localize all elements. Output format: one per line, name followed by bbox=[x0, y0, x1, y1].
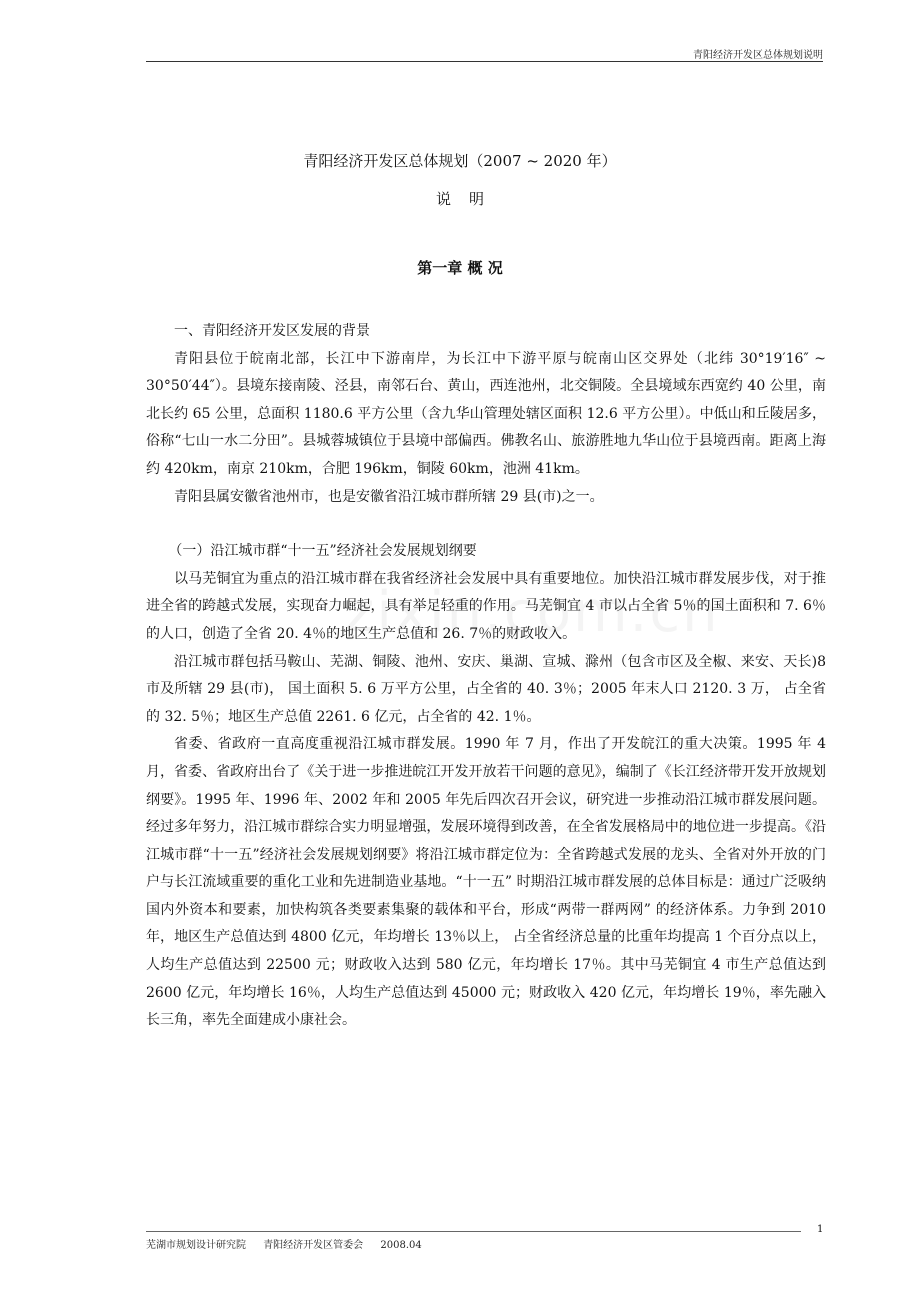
document-title: 青阳经济开发区总体规划（2007 ~ 2020 年） bbox=[303, 152, 617, 170]
spacer bbox=[146, 511, 826, 538]
footer-org-institute: 芜湖市规划设计研究院 bbox=[146, 1240, 246, 1251]
document-body bbox=[146, 318, 826, 1035]
paragraph-city-cluster-importance: 以马芜铜宜为重点的沿江城市群在我省经济社会发展中具有重要地位。加快沿江城市群发展步伐，对于推进全省的跨越式发展，实现奋力崛起，具有举足轻重的作用。马芜铜宜 4 市以占全省 5％的国土面积和 7. 6％的人口，创造了全省 20. 4％的地区生产总值和 26. 7％的财政收入。 bbox=[146, 570, 826, 642]
footer bbox=[146, 1236, 436, 1251]
footer-date: 2008.04 bbox=[380, 1240, 422, 1251]
section-heading-background: 一、青阳经济开发区发展的背景 bbox=[174, 323, 370, 339]
footer-rule bbox=[146, 1231, 801, 1232]
paragraph-location: 青阳县位于皖南北部，长江中下游南岸，为长江中下游平原与皖南山区交界处（北纬 30°19′16″ ~ 30°50′44″）。县境东接南陵、泾县，南邻石台、黄山，西连池州，北交铜陵。全县境域东西宽约 40 公里，南北长约 65 公里，总面积 1180.6 平方公里（含九华山管理处辖区面积 12.6 平方公里）。中低山和丘陵居多，俗称“七山一水二分田”。县城蓉城镇位于县境中部偏西。佛教名山、旅游胜地九华山位于县境西南。距离上海约 420km，南京 210km，合肥 196km，铜陵 60km，池洲 41km。 bbox=[146, 350, 826, 477]
paragraph-administration: 青阳县属安徽省池州市，也是安徽省沿江城市群所辖 29 县(市)之一。 bbox=[174, 488, 604, 505]
paragraph-development-goals: 省委、省政府一直高度重视沿江城市群发展。1990 年 7 月，作出了开发皖江的重大决策。1995 年 4 月，省委、省政府出台了《关于进一步推进皖江开发开放若干问题的意见》，编制了《长江经济带开发开放规划纲要》。1995 年、1996 年、2002 年和 2005 年先后四次召开会议，研究进一步推动沿江城市群发展问题。经过多年努力，沿江城市群综合实力明显增强，发展环境得到改善，在全省发展格局中的地位进一步提高。《沿江城市群“十一五”经济社会发展规划纲要》将沿江城市群定位为：全省跨越式发展的龙头、全省对外开放的门户与长江流域重要的重化工业和先进制造业基地。“十一五” 时期沿江城市群发展的总体目标是：通过广泛吸纳国内外资本和要素，加快构筑各类要素集聚的载体和平台，形成“两带一群两网” 的经济体系。力争到 2010 年，地区生产总值达到 4800 亿元，年均增长 13％以上， 占全省经济总量的比重年均提高 1 个百分点以上，人均生产总值达到 22500 元；财政收入达到 580 亿元，年均增长 17％。其中马芜铜宜 4 市生产总值达到 2600 亿元，年均增长 16％，人均生产总值达到 45000 元；财政收入 420 亿元，年均增长 19％，率先融入长三角，率先全面建成小康社会。 bbox=[146, 736, 826, 1029]
running-header: 青阳经济开发区总体规划说明 bbox=[693, 50, 823, 61]
page-number: 1 bbox=[817, 1224, 824, 1235]
paragraph-city-cluster-scope: 沿江城市群包括马鞍山、芜湖、铜陵、池州、安庆、巢湖、宣城、滁州（包含市区及全椒、来安、天长)8 市及所辖 29 县(市)， 国土面积 5. 6 万平方公里，占全省的 40. 3％；2005 年末人口 2120. 3 万， 占全省的 32. 5％；地区生产总值 2261. 6 亿元，占全省的 42. 1％。 bbox=[146, 653, 826, 725]
document-subtitle: 说明 bbox=[435, 190, 502, 208]
section-heading-plan-outline: （一）沿江城市群“十一五”经济社会发展规划纲要 bbox=[168, 543, 477, 560]
chapter-title: 第一章 概 况 bbox=[417, 259, 503, 277]
footer-org-committee: 青阳经济开发区管委会 bbox=[263, 1240, 364, 1251]
header-rule bbox=[146, 61, 823, 62]
